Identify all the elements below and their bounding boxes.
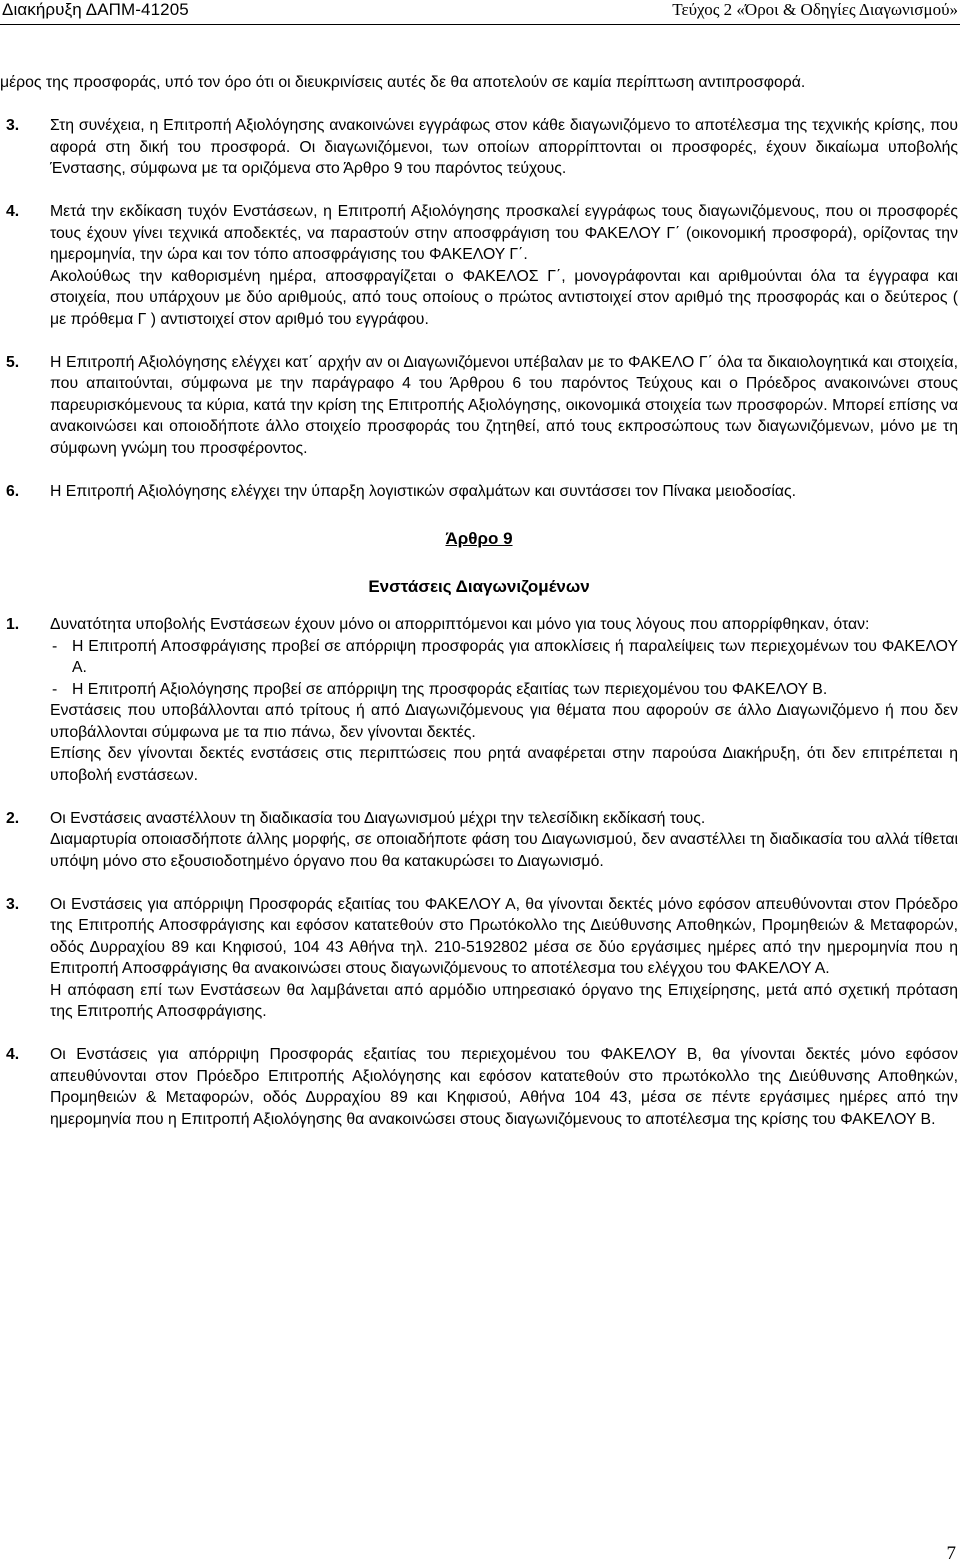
item-number: 4.: [6, 203, 20, 220]
item-paragraph: Επίσης δεν γίνονται δεκτές ενστάσεις στις περιπτώσεις που ρητά αναφέρεται στην παρούσα Διακήρυξη, ότι δεν επιτρέπεται η υποβολή ενστάσεων.: [50, 745, 958, 784]
item-paragraph: Η Επιτροπή Αξιολόγησης ελέγχει την ύπαρξη λογιστικών σφαλμάτων και συντάσσει τον Πίνακα μειοδοσίας.: [50, 482, 796, 500]
item-number: 4.: [6, 1046, 20, 1063]
article-title: [0, 528, 958, 550]
objection-item-1: [0, 614, 958, 636]
item-paragraph: Οι Ενστάσεις για απόρριψη Προσφοράς εξαιτίας του περιεχομένου του ΦΑΚΕΛΟΥ Β, θα γίνονται δεκτές μόνο εφόσον απευθύνονται στον Πρόεδρο Επιτροπής Αξιολόγησης και εφόσον κατατεθούν στο πρωτόκολλο της Διεύθυνσης Αποθηκών, Προμηθειών & Μεταφορών, οδός Δυρραχίου 89 και Κηφισού, Αθήνα 104 43, μέσα σε πέντε εργάσιμες ημέρες από την ημερομηνία που η Επιτροπή Αξιολόγησης θα ανακοινώσει στους διαγωνιζόμενους το αποτέλεσμα της κρίσης του ΦΑΚΕΛΟΥ Β.: [50, 1046, 958, 1128]
item-number: 5.: [6, 353, 20, 371]
item-number: 2.: [6, 809, 20, 827]
dash-item: - Η Επιτροπή Αποσφράγισης προβεί σε απόρριψη προσφοράς για αποκλίσεις ή παραλείψεις των περιεχομένων του ΦΑΚΕΛΟΥ Α.: [50, 636, 958, 679]
item-paragraph: Μετά την εκδίκαση τυχόν Ενστάσεων, η Επιτροπή Αξιολόγησης προσκαλεί εγγράφως τους διαγωνιζόμενους, που οι προσφορές τους έχουν γίνει τεχνικά αποδεκτές, να παραστούν στην αποσφράγιση του ΦΑΚΕΛΟΥ Γ΄ (οικονομική προσφορά), ορίζοντας την ημερομηνία, την ώρα και τον τόπο αποσφράγισης του ΦΑΚΕΛΟΥ Γ΄.: [50, 203, 958, 263]
item-number: 1.: [6, 616, 20, 633]
header-divider: [0, 24, 960, 25]
dash-text: Η Επιτροπή Αποσφράγισης προβεί σε απόρριψη προσφοράς για αποκλίσεις ή παραλείψεις των περιεχομένων του ΦΑΚΕΛΟΥ Α.: [72, 637, 958, 676]
header-left: Διακήρυξη ΔΑΠΜ-41205: [2, 0, 189, 19]
article-subtitle: Ενστάσεις Διαγωνιζομένων: [368, 576, 590, 596]
item-paragraph: Οι Ενστάσεις για απόρριψη Προσφοράς εξαιτίας του ΦΑΚΕΛΟΥ Α, θα γίνονται δεκτές μόνο εφόσον απευθύνονται στον Πρόεδρο της Επιτροπής Αποσφράγισης και εφόσον κατατεθούν στο Πρωτόκολλο της Διεύθυνσης Αποθηκών, Προμηθειών & Μεταφορών, οδός Δυρραχίου 89 και Κηφισού, 104 43 Αθήνα τηλ. 210-5192802 μέσα σε δύο εργάσιμες ημέρες από την ημερομηνία που η Επιτροπή Αποσφράγισης θα ανακοινώσει στους διαγωνιζόμενους το αποτέλεσμα του ελέγχου του ΦΑΚΕΛΟΥ Α.: [50, 895, 958, 977]
item-paragraph: Η απόφαση επί των Ενστάσεων θα λαμβάνεται από αρμόδιο υπηρεσιακό όργανο της Επιχείρησης, μετά από σχετική πρόταση της Επιτροπής Αποσφράγισης.: [50, 981, 958, 1020]
item-number: 3.: [6, 117, 20, 134]
dash-text: Η Επιτροπή Αξιολόγησης προβεί σε απόρριψη της προσφοράς εξαιτίας των περιεχομένου του ΦΑΚΕΛΟΥ Β.: [72, 680, 828, 698]
list-item-4: [0, 201, 958, 266]
item-paragraph: Ενστάσεις που υποβάλλονται από τρίτους ή από Διαγωνιζόμενους για θέματα που αφορούν σε άλλο Διαγωνιζόμενο ή που δεν υποβάλλονται σύμφωνα με τα πιο πάνω, δεν γίνονται δεκτές.: [50, 702, 958, 741]
objection-item-4: [0, 1044, 958, 1130]
item-number: 6.: [6, 482, 20, 500]
page-header: [0, 0, 960, 30]
list-item-5: [0, 352, 958, 460]
item-paragraph: Η Επιτροπή Αξιολόγησης ελέγχει κατ΄ αρχήν αν οι Διαγωνιζόμενοι υπέβαλαν με το ΦΑΚΕΛΟ Γ΄ όλα τα δικαιολογητικά και στοιχεία, που απαιτούνται, σύμφωνα με την παράγραφο 4 του Άρθρου 6 του παρόντος Τεύχους και ο Πρόεδρος ανακοινώνει στους παρευρισκόμενους τα κύρια, κατά την κρίση της Επιτροπής Αξιολόγησης, οικονομικά στοιχεία των προσφορών. Μπορεί επίσης να ανακοινώσει και οποιοδήποτε άλλο στοιχείο προσφοράς του ζητηθεί, από τους εκπροσώπους των διαγωνιζόμενων, μόνο με τη σύμφωνη γνώμη του προσφέροντος.: [50, 353, 958, 457]
objection-item-3: [0, 894, 958, 1023]
page-number: 7: [946, 1543, 956, 1564]
item-paragraph: Δυνατότητα υποβολής Ενστάσεων έχουν μόνο οι απορριπτόμενοι και μόνο για τους λόγους που απορρίφθηκαν, όταν:: [50, 616, 870, 633]
item-paragraph: Διαμαρτυρία οποιασδήποτε άλλης μορφής, σε οποιαδήποτε φάση του Διαγωνισμού, δεν αναστέλλει τη διαδικασία του αλλά τίθεται υπόψη μόνο στο εξουσιοδοτημένο όργανο που θα κατακυρώσει το Διαγωνισμό.: [50, 831, 958, 870]
article-title-text: Άρθρο 9: [445, 529, 513, 548]
dash-item: - Η Επιτροπή Αξιολόγησης προβεί σε απόρριψη της προσφοράς εξαιτίας των περιεχομένου του ΦΑΚΕΛΟΥ Β.: [50, 679, 958, 701]
list-item-3: [0, 115, 958, 180]
item-paragraph-continued: Ακολούθως την καθορισμένη ημέρα, αποσφραγίζεται ο ΦΑΚΕΛΟΣ Γ΄, μονογράφονται και αριθμούνται όλα τα έγγραφα και στοιχεία, που υπάρχουν με δύο αριθμούς, από τους οποίους ο πρώτος αντιστοιχεί στον αριθμό της προσφοράς και ο δεύτερος ( με πρόθεμα Γ ) αντιστοιχεί στον αριθμό του εγγράφου.: [50, 267, 958, 328]
document-body: [0, 72, 958, 1130]
header-right: Τεύχος 2 «Όροι & Οδηγίες Διαγωνισμού»: [672, 0, 958, 19]
item-paragraph: Στη συνέχεια, η Επιτροπή Αξιολόγησης ανακοινώνει εγγράφως στον κάθε διαγωνιζόμενο το αποτέλεσμα της τεχνικής κρίσης, που αφορά στη δική του προσφορά. Οι διαγωνιζόμενοι, των οποίων απορρίπτονται οι προσφορές, έχουν δικαίωμα υποβολής Ένστασης, σύμφωνα με τα οριζόμενα στο Άρθρο 9 του παρόντος τεύχους.: [50, 117, 958, 177]
item-number: 3.: [6, 895, 20, 913]
list-item-6: [0, 481, 958, 503]
objection-item-2: [0, 808, 958, 873]
intro-paragraph: μέρος της προσφοράς, υπό τον όρο ότι οι διευκρινίσεις αυτές δε θα αποτελούν σε καμία περίπτωση αντιπροσφορά.: [0, 74, 806, 91]
item-paragraph: Οι Ενστάσεις αναστέλλουν τη διαδικασία του Διαγωνισμού μέχρι την τελεσίδικη εκδίκασή τους.: [50, 809, 706, 827]
